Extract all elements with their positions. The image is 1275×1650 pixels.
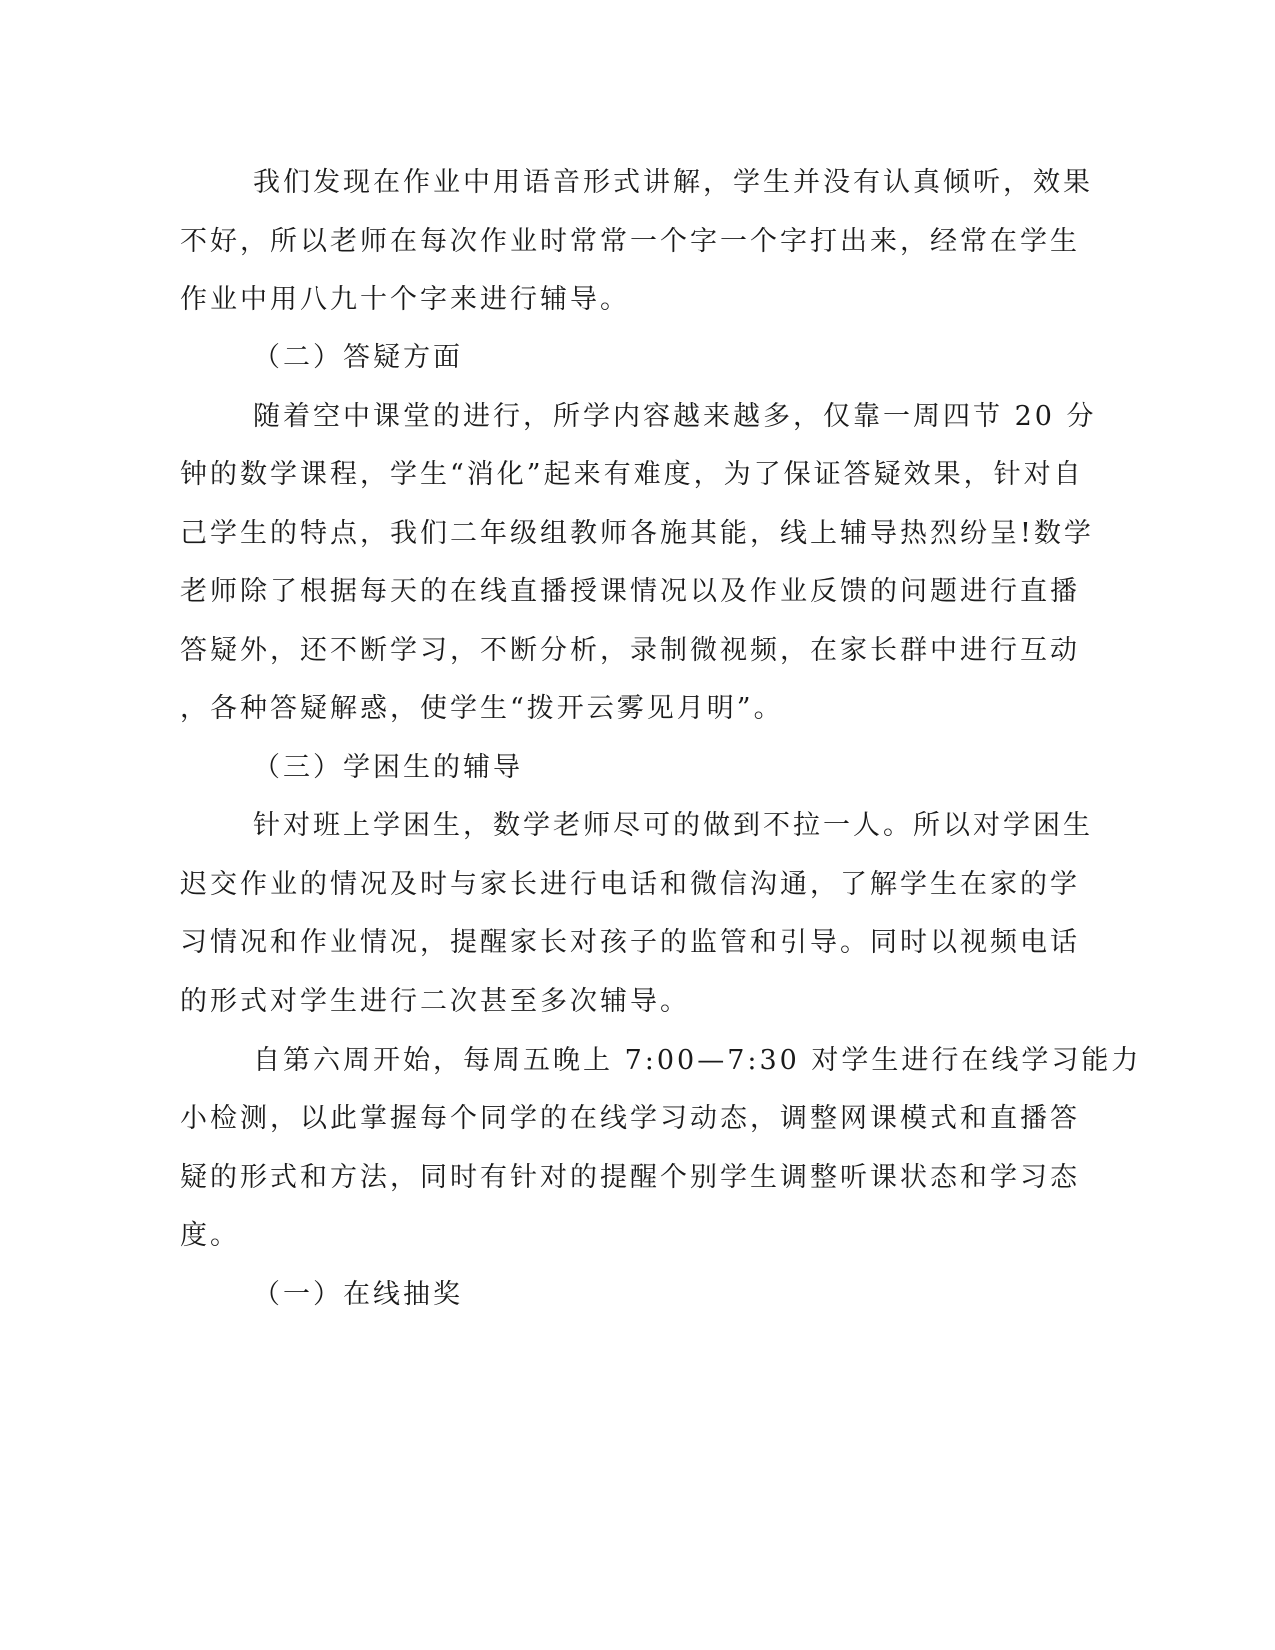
paragraph-line: 小检测，以此掌握每个同学的在线学习动态，调整网课模式和直播答 (180, 1103, 1080, 1134)
paragraph-line: 我们发现在作业中用语音形式讲解，学生并没有认真倾听，效果 (253, 167, 1093, 198)
paragraph-line: 作业中用八九十个字来进行辅导。 (180, 284, 630, 315)
paragraph-line: 度。 (180, 1220, 240, 1251)
paragraph-line: 习情况和作业情况，提醒家长对孩子的监管和引导。同时以视频电话 (180, 927, 1080, 958)
paragraph-line: 迟交作业的情况及时与家长进行电话和微信沟通，了解学生在家的学 (180, 869, 1080, 900)
paragraph-line: 疑的形式和方法，同时有针对的提醒个别学生调整听课状态和学习态 (180, 1162, 1080, 1193)
paragraph-line: 自第六周开始，每周五晚上 7:00—7:30 对学生进行在线学习能力 (253, 1045, 1142, 1076)
paragraph-line: 答疑外，还不断学习，不断分析，录制微视频，在家长群中进行互动 (180, 635, 1080, 666)
paragraph-line: 不好，所以老师在每次作业时常常一个字一个字打出来，经常在学生 (180, 226, 1080, 257)
paragraph-line: ，各种答疑解惑，使学生“拨开云雾见月明”。 (180, 693, 784, 724)
paragraph-line: 己学生的特点，我们二年级组教师各施其能，线上辅导热烈纷呈!数学 (180, 518, 1094, 549)
section-heading: （三）学困生的辅导 (253, 752, 523, 783)
paragraph-line: 钟的数学课程，学生“消化”起来有难度，为了保证答疑效果，针对自 (180, 459, 1084, 490)
section-heading: （一）在线抽奖 (253, 1279, 463, 1310)
paragraph-line: 老师除了根据每天的在线直播授课情况以及作业反馈的问题进行直播 (180, 576, 1080, 607)
paragraph-line: 的形式对学生进行二次甚至多次辅导。 (180, 986, 690, 1017)
paragraph-line: 针对班上学困生，数学老师尽可的做到不拉一人。所以对学困生 (253, 810, 1093, 841)
section-heading: （二）答疑方面 (253, 342, 463, 373)
paragraph-line: 随着空中课堂的进行，所学内容越来越多，仅靠一周四节 20 分 (253, 401, 1097, 432)
